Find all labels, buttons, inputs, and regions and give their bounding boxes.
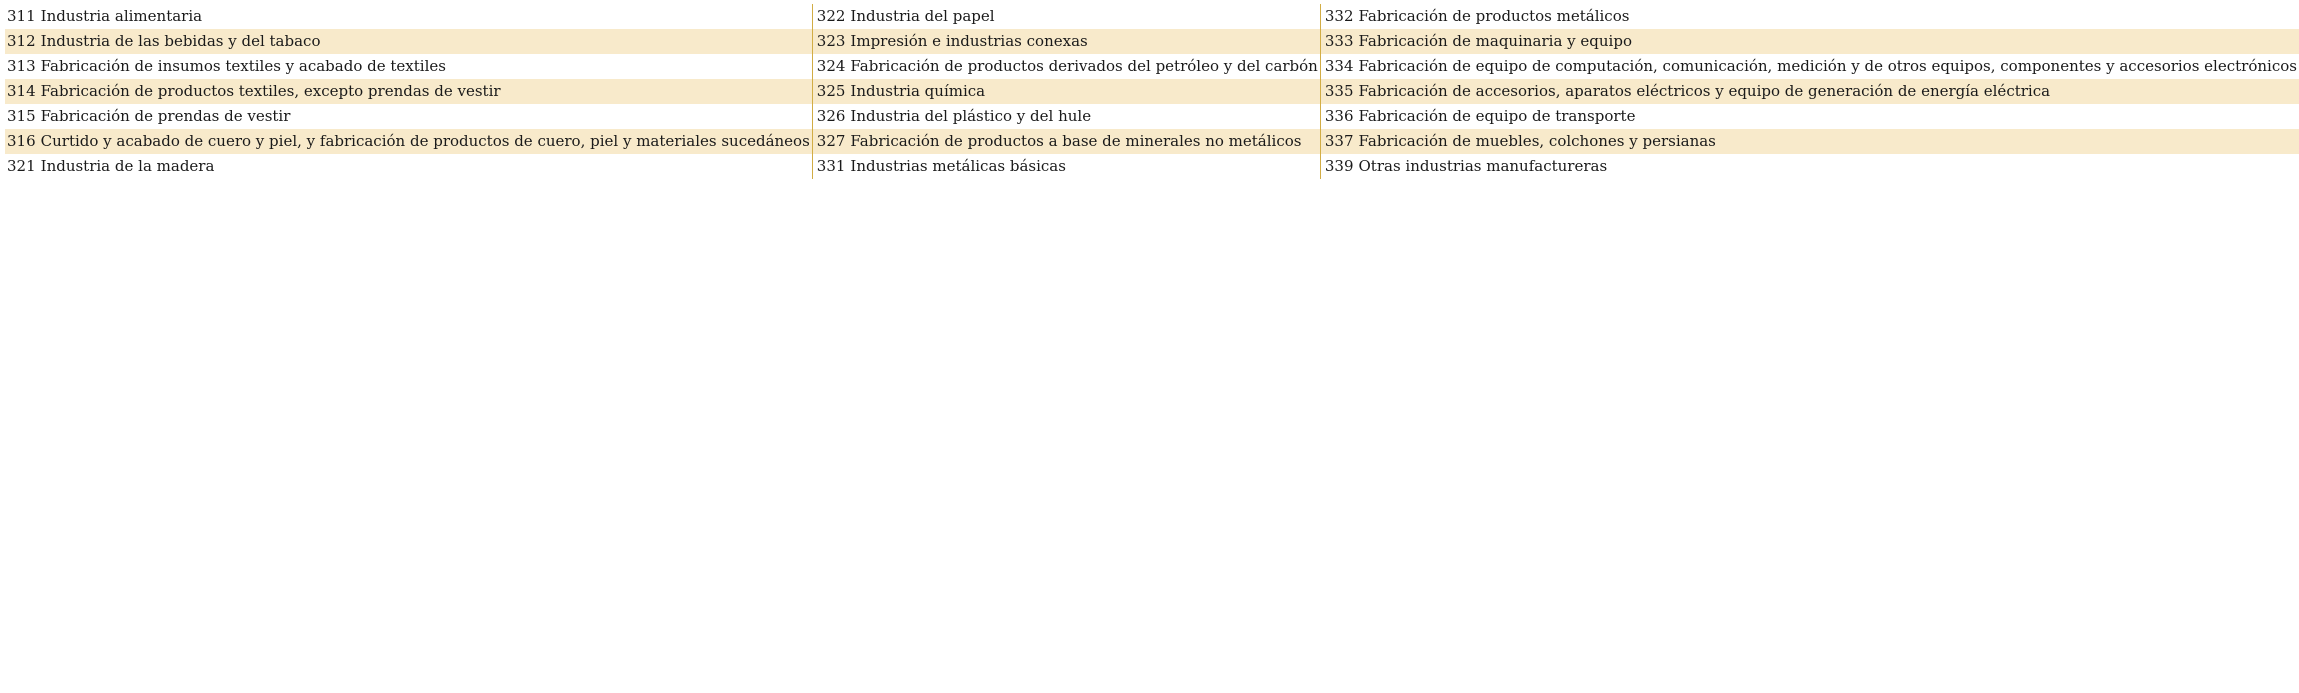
legend-cell	[5, 4, 812, 29]
industry-code: 322	[816, 7, 846, 25]
legend-body	[5, 4, 2299, 179]
industry-code: 331	[816, 157, 846, 175]
legend-cell	[812, 4, 1320, 29]
legend-cell	[5, 54, 812, 79]
industry-name: Industria del plástico y del hule	[850, 107, 1092, 125]
industry-code: 336	[1324, 107, 1354, 125]
industry-code: 335	[1324, 82, 1354, 100]
legend-cell	[812, 129, 1320, 154]
legend-cell	[5, 104, 812, 129]
industry-code: 324	[816, 57, 846, 75]
industry-code: 323	[816, 32, 846, 50]
legend-cell	[812, 154, 1320, 179]
industry-code: 326	[816, 107, 846, 125]
legend-cell	[1320, 79, 2299, 104]
legend-row	[5, 154, 2299, 179]
industry-code: 333	[1324, 32, 1354, 50]
legend-cell	[1320, 104, 2299, 129]
industry-name: Industrias metálicas básicas	[850, 157, 1066, 175]
industry-code: 321	[7, 157, 36, 175]
industry-code: 314	[7, 82, 36, 100]
industry-code: 315	[7, 107, 36, 125]
industry-code: 332	[1324, 7, 1354, 25]
legend-row	[5, 129, 2299, 154]
legend-cell	[5, 154, 812, 179]
industry-name: Fabricación de productos metálicos	[1358, 7, 1630, 25]
industry-name: Fabricación de maquinaria y equipo	[1358, 32, 1632, 50]
industry-name: Industria de la madera	[40, 157, 215, 175]
legend-cell	[5, 79, 812, 104]
legend-cell	[812, 79, 1320, 104]
industry-name: Fabricación de productos a base de minerales no metálicos	[850, 132, 1302, 150]
legend-cell	[1320, 29, 2299, 54]
industry-code: 327	[816, 132, 846, 150]
industry-code: 313	[7, 57, 36, 75]
legend-cell	[5, 129, 812, 154]
industry-code: 334	[1324, 57, 1354, 75]
industry-name: Fabricación de muebles, colchones y persianas	[1358, 132, 1716, 150]
industry-name: Fabricación de prendas de vestir	[40, 107, 291, 125]
legend-row	[5, 29, 2299, 54]
industry-code: 312	[7, 32, 36, 50]
industry-name: Industria alimentaria	[40, 7, 203, 25]
legend-cell	[1320, 54, 2299, 79]
legend-cell	[812, 54, 1320, 79]
legend-row	[5, 4, 2299, 29]
industry-name: Fabricación de accesorios, aparatos eléctricos y equipo de generación de energía eléctrica	[1358, 82, 2051, 100]
legend-cell	[5, 29, 812, 54]
industry-name: Otras industrias manufactureras	[1358, 157, 1608, 175]
industry-name: Fabricación de productos textiles, excepto prendas de vestir	[40, 82, 501, 100]
legend-row	[5, 54, 2299, 79]
industry-name: Fabricación de productos derivados del petróleo y del carbón	[850, 57, 1318, 75]
legend-cell	[1320, 129, 2299, 154]
industry-name: Industria de las bebidas y del tabaco	[40, 32, 321, 50]
legend-row	[5, 104, 2299, 129]
industry-name: Fabricación de equipo de computación, comunicación, medición y de otros equipos, componentes y accesorios electrónicos	[1358, 57, 2297, 75]
industry-name: Industria del papel	[850, 7, 995, 25]
industry-name: Impresión e industrias conexas	[850, 32, 1088, 50]
industry-code: 316	[7, 132, 36, 150]
industry-code: 337	[1324, 132, 1354, 150]
industry-code-legend	[5, 4, 2299, 179]
industry-name: Fabricación de equipo de transporte	[1358, 107, 1636, 125]
legend-cell	[1320, 154, 2299, 179]
industry-code: 339	[1324, 157, 1354, 175]
industry-code: 311	[7, 7, 36, 25]
industry-code: 325	[816, 82, 846, 100]
legend-row	[5, 79, 2299, 104]
industry-name: Industria química	[850, 82, 986, 100]
industry-name: Curtido y acabado de cuero y piel, y fabricación de productos de cuero, piel y materiales sucedáneos	[40, 132, 810, 150]
legend-cell	[812, 104, 1320, 129]
legend-cell	[812, 29, 1320, 54]
legend-cell	[1320, 4, 2299, 29]
industry-name: Fabricación de insumos textiles y acabado de textiles	[40, 57, 446, 75]
